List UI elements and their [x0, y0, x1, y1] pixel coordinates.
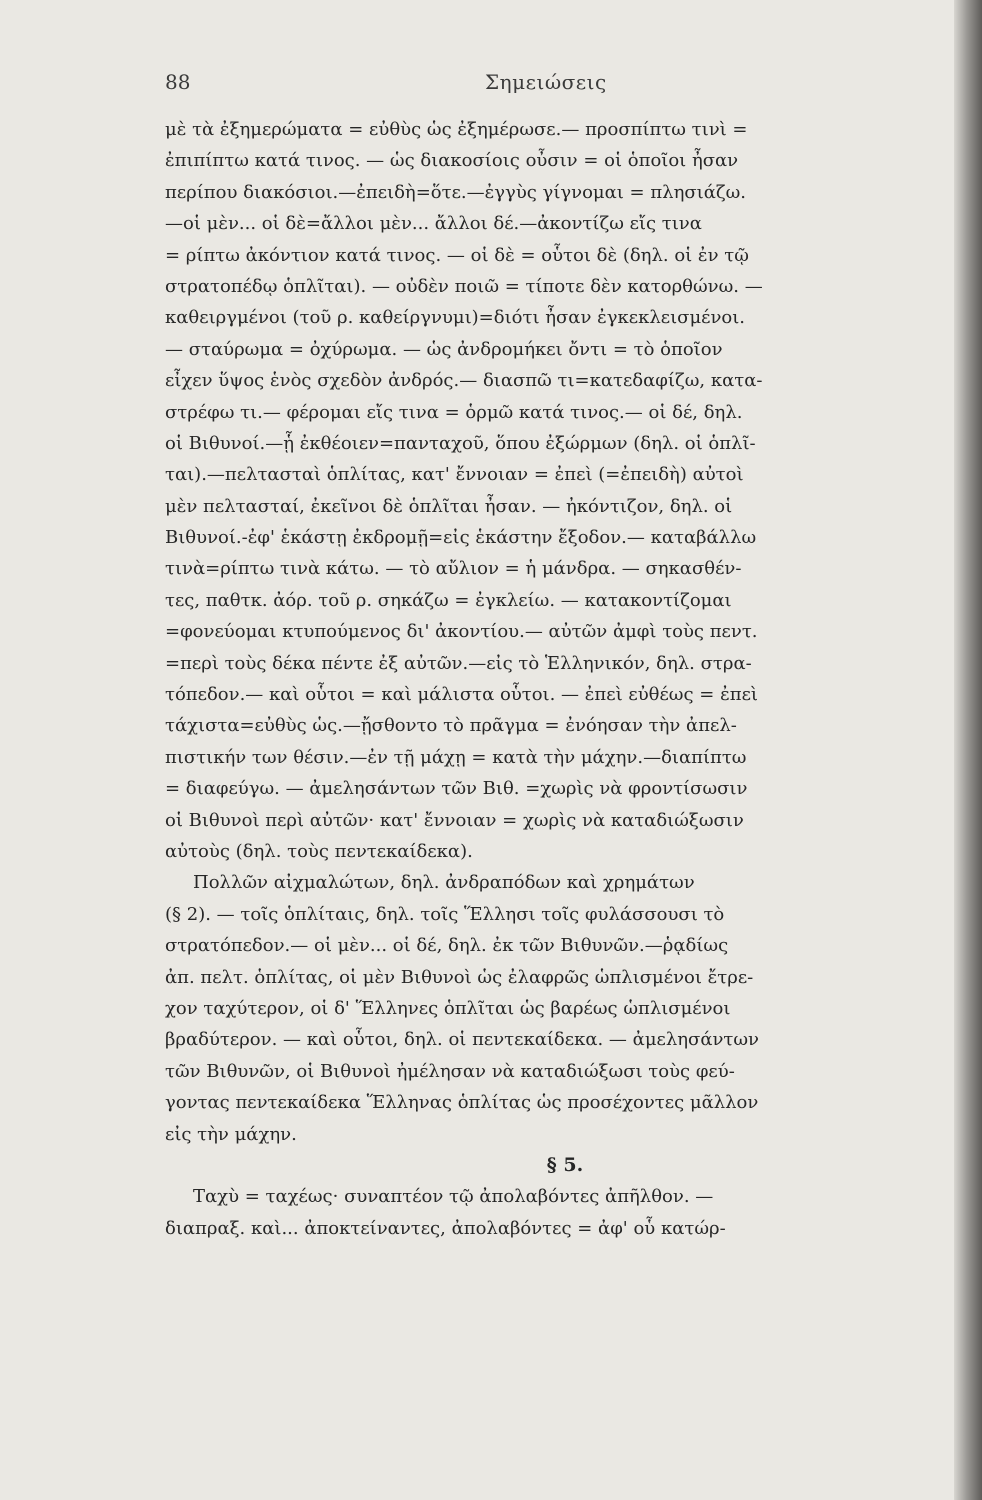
text-line: βραδύτερον. — καὶ οὗτοι, δηλ. οἱ πεντεκαίδεκα. — ἀμελησάντων	[165, 1029, 759, 1051]
text-line: =περὶ τοὺς δέκα πέντε ἐξ αὐτῶν.—εἰς τὸ Ἑλληνικόν, δηλ. στρα-	[165, 652, 752, 674]
text-line: =φονεύομαι κτυπούμενος δι' ἀκοντίου.— αὐτῶν ἀμφὶ τοὺς πεντ.	[165, 621, 758, 643]
running-title: Σημειώσεις	[485, 70, 607, 94]
text-line: περίπου διακόσιοι.—ἐπειδὴ=ὅτε.—ἐγγὺς γίγνομαι = πλησιάζω.	[165, 181, 747, 203]
text-line: οἱ Βιθυνοί.—ᾗ ἐκθέοιεν=πανταχοῦ, ὅπου ἐξώρμων (δηλ. οἱ ὁπλῖ-	[165, 432, 756, 454]
text-line: —οἱ μὲν... οἱ δὲ=ἄλλοι μὲν... ἄλλοι δέ.—ἀκοντίζω εἴς τινα	[165, 213, 702, 235]
text-line: γοντας πεντεκαίδεκα Ἕλληνας ὁπλίτας ὡς προσέχοντες μᾶλλον	[165, 1092, 759, 1114]
paragraph-start-line: Ταχὺ = ταχέως· συναπτέον τῷ ἀπολαβόντες ἀπῆλθον. —	[193, 1186, 714, 1208]
text-line: — σταύρωμα = ὀχύρωμα. — ὡς ἀνδρομήκει ὄντι = τὸ ὁποῖον	[165, 338, 723, 360]
text-line: στρατοπέδῳ ὁπλῖται). — οὐδὲν ποιῶ = τίποτε δὲν κατορθώνω. —	[165, 275, 763, 297]
text-line: = διαφεύγω. — ἀμελησάντων τῶν Βιθ. =χωρὶς νὰ φροντίσωσιν	[165, 778, 748, 800]
text-line: τάχιστα=εὐθὺς ὡς.—ᾔσθοντο τὸ πρᾶγμα = ἐνόησαν τὴν ἀπελ-	[165, 715, 737, 737]
text-line: Βιθυνοί.-ἐφ' ἑκάστῃ ἐκδρομῇ=εἰς ἑκάστην ἔξοδον.— καταβάλλω	[165, 527, 757, 549]
page-number: 88	[165, 70, 191, 94]
text-line: στρέφω τι.— φέρομαι εἴς τινα = ὁρμῶ κατά τινος.— οἱ δέ, δηλ.	[165, 401, 743, 423]
text-line: ται).—πελτασταὶ ὁπλίτας, κατ' ἔννοιαν = ἐπεὶ (=ἐπειδὴ) αὐτοὶ	[165, 464, 744, 486]
text-line: = ρίπτω ἀκόντιον κατά τινος. — οἱ δὲ = οὗτοι δὲ (δηλ. οἱ ἐν τῷ	[165, 244, 749, 266]
text-line: χον ταχύτερον, οἱ δ' Ἕλληνες ὁπλῖται ὡς βαρέως ὡπλισμένοι	[165, 997, 731, 1019]
text-line: εἰς τὴν μάχην.	[165, 1123, 297, 1145]
text-line: πιστικήν των θέσιν.—ἐν τῇ μάχῃ = κατὰ τὴν μάχην.—διαπίπτω	[165, 746, 747, 768]
text-line: τόπεδον.— καὶ οὗτοι = καὶ μάλιστα οὗτοι. — ἐπεὶ εὐθέως = ἐπεὶ	[165, 684, 758, 706]
text-line: τες, παθτκ. ἀόρ. τοῦ ρ. σηκάζω = ἐγκλείω. — κατακοντίζομαι	[165, 589, 732, 611]
paragraph-start-line: Πολλῶν αἰχμαλώτων, δηλ. ἀνδραπόδων καὶ χρημάτων	[193, 872, 695, 894]
text-line: ἀπ. πελτ. ὁπλίτας, οἱ μὲν Βιθυνοὶ ὡς ἐλαφρῶς ὡπλισμένοι ἔτρε-	[165, 966, 754, 988]
text-line: τινὰ=ρίπτω τινὰ κάτω. — τὸ αὔλιον = ἡ μάνδρα. — σηκασθέν-	[165, 558, 742, 580]
text-line: διαπραξ. καὶ... ἀποκτείναντες, ἀπολαβόντες = ἀφ' οὗ κατώρ-	[165, 1217, 726, 1239]
text-line: οἱ Βιθυνοὶ περὶ αὐτῶν· κατ' ἔννοιαν = χωρὶς νὰ καταδιώξωσιν	[165, 809, 744, 831]
text-line: εἶχεν ὕψος ἑνὸς σχεδὸν ἀνδρός.— διασπῶ τι=κατεδαφίζω, κατα-	[165, 370, 763, 392]
text-line: στρατόπεδον.— οἱ μὲν... οἱ δέ, δηλ. ἐκ τῶν Βιθυνῶν.—ῥᾳδίως	[165, 935, 729, 957]
book-spine-shadow	[954, 0, 982, 1500]
text-line: καθειργμένοι (τοῦ ρ. καθείργνυμι)=διότι ἦσαν ἐγκεκλεισμένοι.	[165, 307, 746, 329]
text-line: τῶν Βιθυνῶν, οἱ Βιθυνοὶ ἠμέλησαν νὰ καταδιώξωσι τοὺς φεύ-	[165, 1060, 735, 1082]
text-line: (§ 2). — τοῖς ὁπλίταις, δηλ. τοῖς Ἕλλησι τοῖς φυλάσσουσι τὸ	[165, 903, 725, 925]
notes-text-body	[165, 114, 935, 1244]
text-line: μὲ τὰ ἐξημερώματα = εὐθὺς ὡς ἐξημέρωσε.— προσπίπτω τινὶ =	[165, 119, 748, 140]
text-line: ἐπιπίπτω κατά τινος. — ὡς διακοσίοις οὖσιν = οἱ ὁποῖοι ἦσαν	[165, 150, 739, 172]
text-line: μὲν πελτασταί, ἐκεῖνοι δὲ ὁπλῖται ἦσαν. — ἠκόντιζον, δηλ. οἱ	[165, 495, 733, 517]
text-line: αὐτοὺς (δηλ. τοὺς πεντεκαίδεκα).	[165, 840, 473, 862]
section-heading: § 5.	[546, 1153, 584, 1176]
page-header	[165, 70, 935, 106]
